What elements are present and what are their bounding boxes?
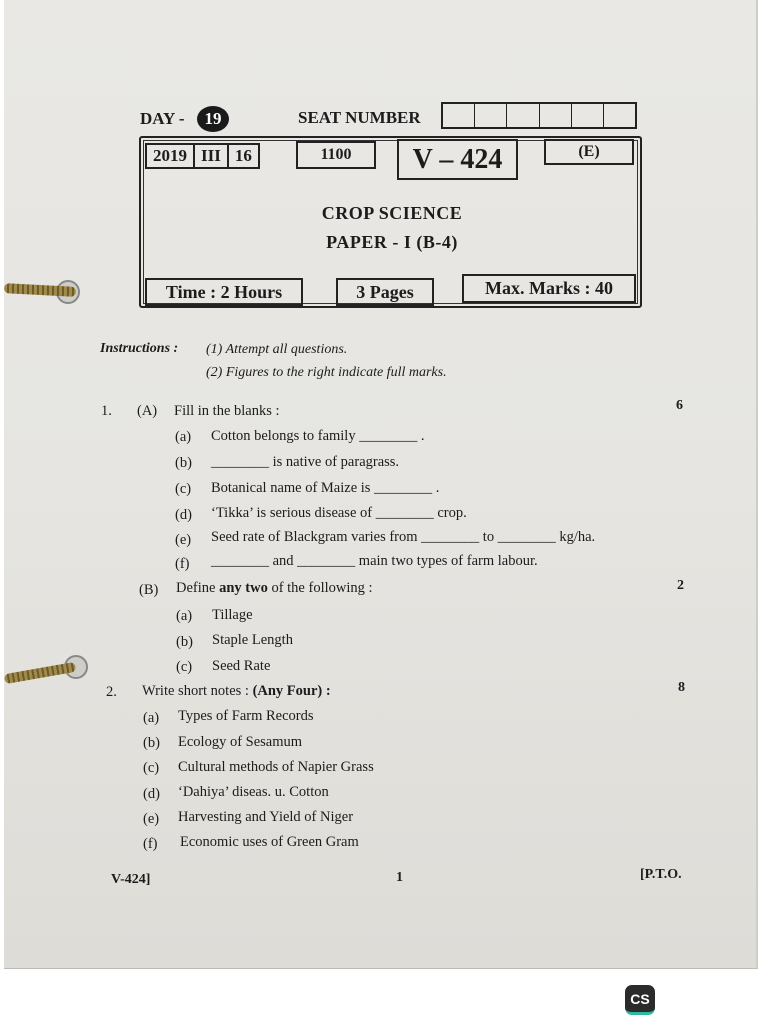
fill-blank-item: ‘Tikka’ is serious disease of ________ crop.	[211, 505, 467, 521]
definition-item: Seed Rate	[212, 658, 271, 674]
seat-number-label: SEAT NUMBER	[298, 108, 421, 127]
fill-blank-item: ________ is native of paragrass.	[211, 454, 400, 470]
short-note-item: Harvesting and Yield of Niger	[178, 809, 354, 825]
q2-text	[142, 683, 331, 700]
seat-digit-box	[572, 104, 604, 127]
code-year: 2019	[145, 143, 195, 169]
list-item-label: (b)	[175, 455, 192, 471]
time-box: Time : 2 Hours	[145, 278, 303, 306]
question-2-number: 2.	[106, 684, 117, 700]
footer-paper-code: V-424]	[111, 872, 151, 887]
q2-text-plain: Write short notes :	[142, 683, 249, 699]
list-item-label: (c)	[175, 481, 192, 497]
list-item-label: (f)	[175, 556, 190, 572]
camscanner-logo-icon: CS	[625, 985, 655, 1015]
q1-a-text: Fill in the blanks :	[174, 403, 280, 419]
question-1-number: 1.	[101, 403, 112, 419]
day-number-badge: 19	[197, 106, 229, 132]
short-note-item: Economic uses of Green Gram	[180, 834, 359, 850]
list-item-label: (e)	[175, 532, 192, 548]
q1-a-marks: 6	[676, 398, 683, 413]
instruction-2: (2) Figures to the right indicate full marks.	[206, 365, 447, 380]
list-item-label: (e)	[143, 811, 160, 827]
fill-blank-item: Botanical name of Maize is ________ .	[211, 480, 440, 496]
definition-item: Tillage	[212, 607, 253, 623]
list-item-label: (c)	[176, 659, 193, 675]
fill-blank-item: Cotton belongs to family ________ .	[211, 428, 425, 444]
list-item-label: (c)	[143, 760, 160, 776]
q2-marks: 8	[678, 680, 685, 695]
q1-b-text-post: of the following :	[271, 580, 373, 596]
instruction-1: (1) Attempt all questions.	[206, 342, 348, 357]
list-item-label: (d)	[143, 786, 160, 802]
code-day: 16	[229, 143, 260, 169]
seat-digit-box	[443, 104, 475, 127]
subject-title: CROP SCIENCE	[321, 203, 463, 223]
q1-b-marks: 2	[677, 578, 684, 593]
seat-digit-box	[604, 104, 635, 127]
code-month: III	[195, 143, 229, 169]
q1-b-text	[176, 580, 373, 597]
list-item-label: (b)	[176, 634, 193, 650]
list-item-label: (b)	[143, 735, 160, 751]
list-item-label: (f)	[143, 836, 158, 852]
footer-pto: [P.T.O.	[640, 867, 682, 882]
day-label: DAY -	[140, 109, 185, 128]
list-item-label: (d)	[175, 507, 192, 523]
fill-blank-item: Seed rate of Blackgram varies from ________ to ________ kg/ha.	[211, 529, 596, 545]
short-note-item: Cultural methods of Napier Grass	[178, 759, 374, 775]
footer-page-number: 1	[396, 870, 403, 885]
exam-time-code: 1100	[296, 141, 376, 169]
seat-digit-box	[507, 104, 539, 127]
q1-b-label: (B)	[139, 582, 159, 598]
q1-b-text-bold: any two	[219, 580, 268, 596]
seat-digit-box	[540, 104, 572, 127]
definition-item: Staple Length	[212, 632, 293, 648]
fill-blank-item: ________ and ________ main two types of farm labour.	[211, 553, 538, 569]
q1-a-label: (A)	[137, 403, 158, 419]
exam-date-code	[145, 143, 260, 169]
list-item-label: (a)	[175, 429, 192, 445]
seat-digit-box	[475, 104, 507, 127]
paper-title: PAPER - I (B-4)	[326, 232, 458, 252]
short-note-item: ‘Dahiya’ diseas. u. Cotton	[178, 784, 329, 800]
list-item-label: (a)	[143, 710, 160, 726]
medium-code: (E)	[544, 139, 634, 165]
short-note-item: Types of Farm Records	[178, 708, 314, 724]
max-marks-box: Max. Marks : 40	[462, 274, 636, 303]
pages-box: 3 Pages	[336, 278, 434, 306]
paper-code: V – 424	[397, 139, 518, 180]
list-item-label: (a)	[176, 608, 193, 624]
instructions-label: Instructions :	[100, 341, 179, 356]
q2-text-bold: (Any Four) :	[252, 683, 331, 699]
q1-b-text-pre: Define	[176, 580, 216, 596]
seat-number-boxes	[441, 102, 637, 129]
short-note-item: Ecology of Sesamum	[178, 734, 303, 750]
